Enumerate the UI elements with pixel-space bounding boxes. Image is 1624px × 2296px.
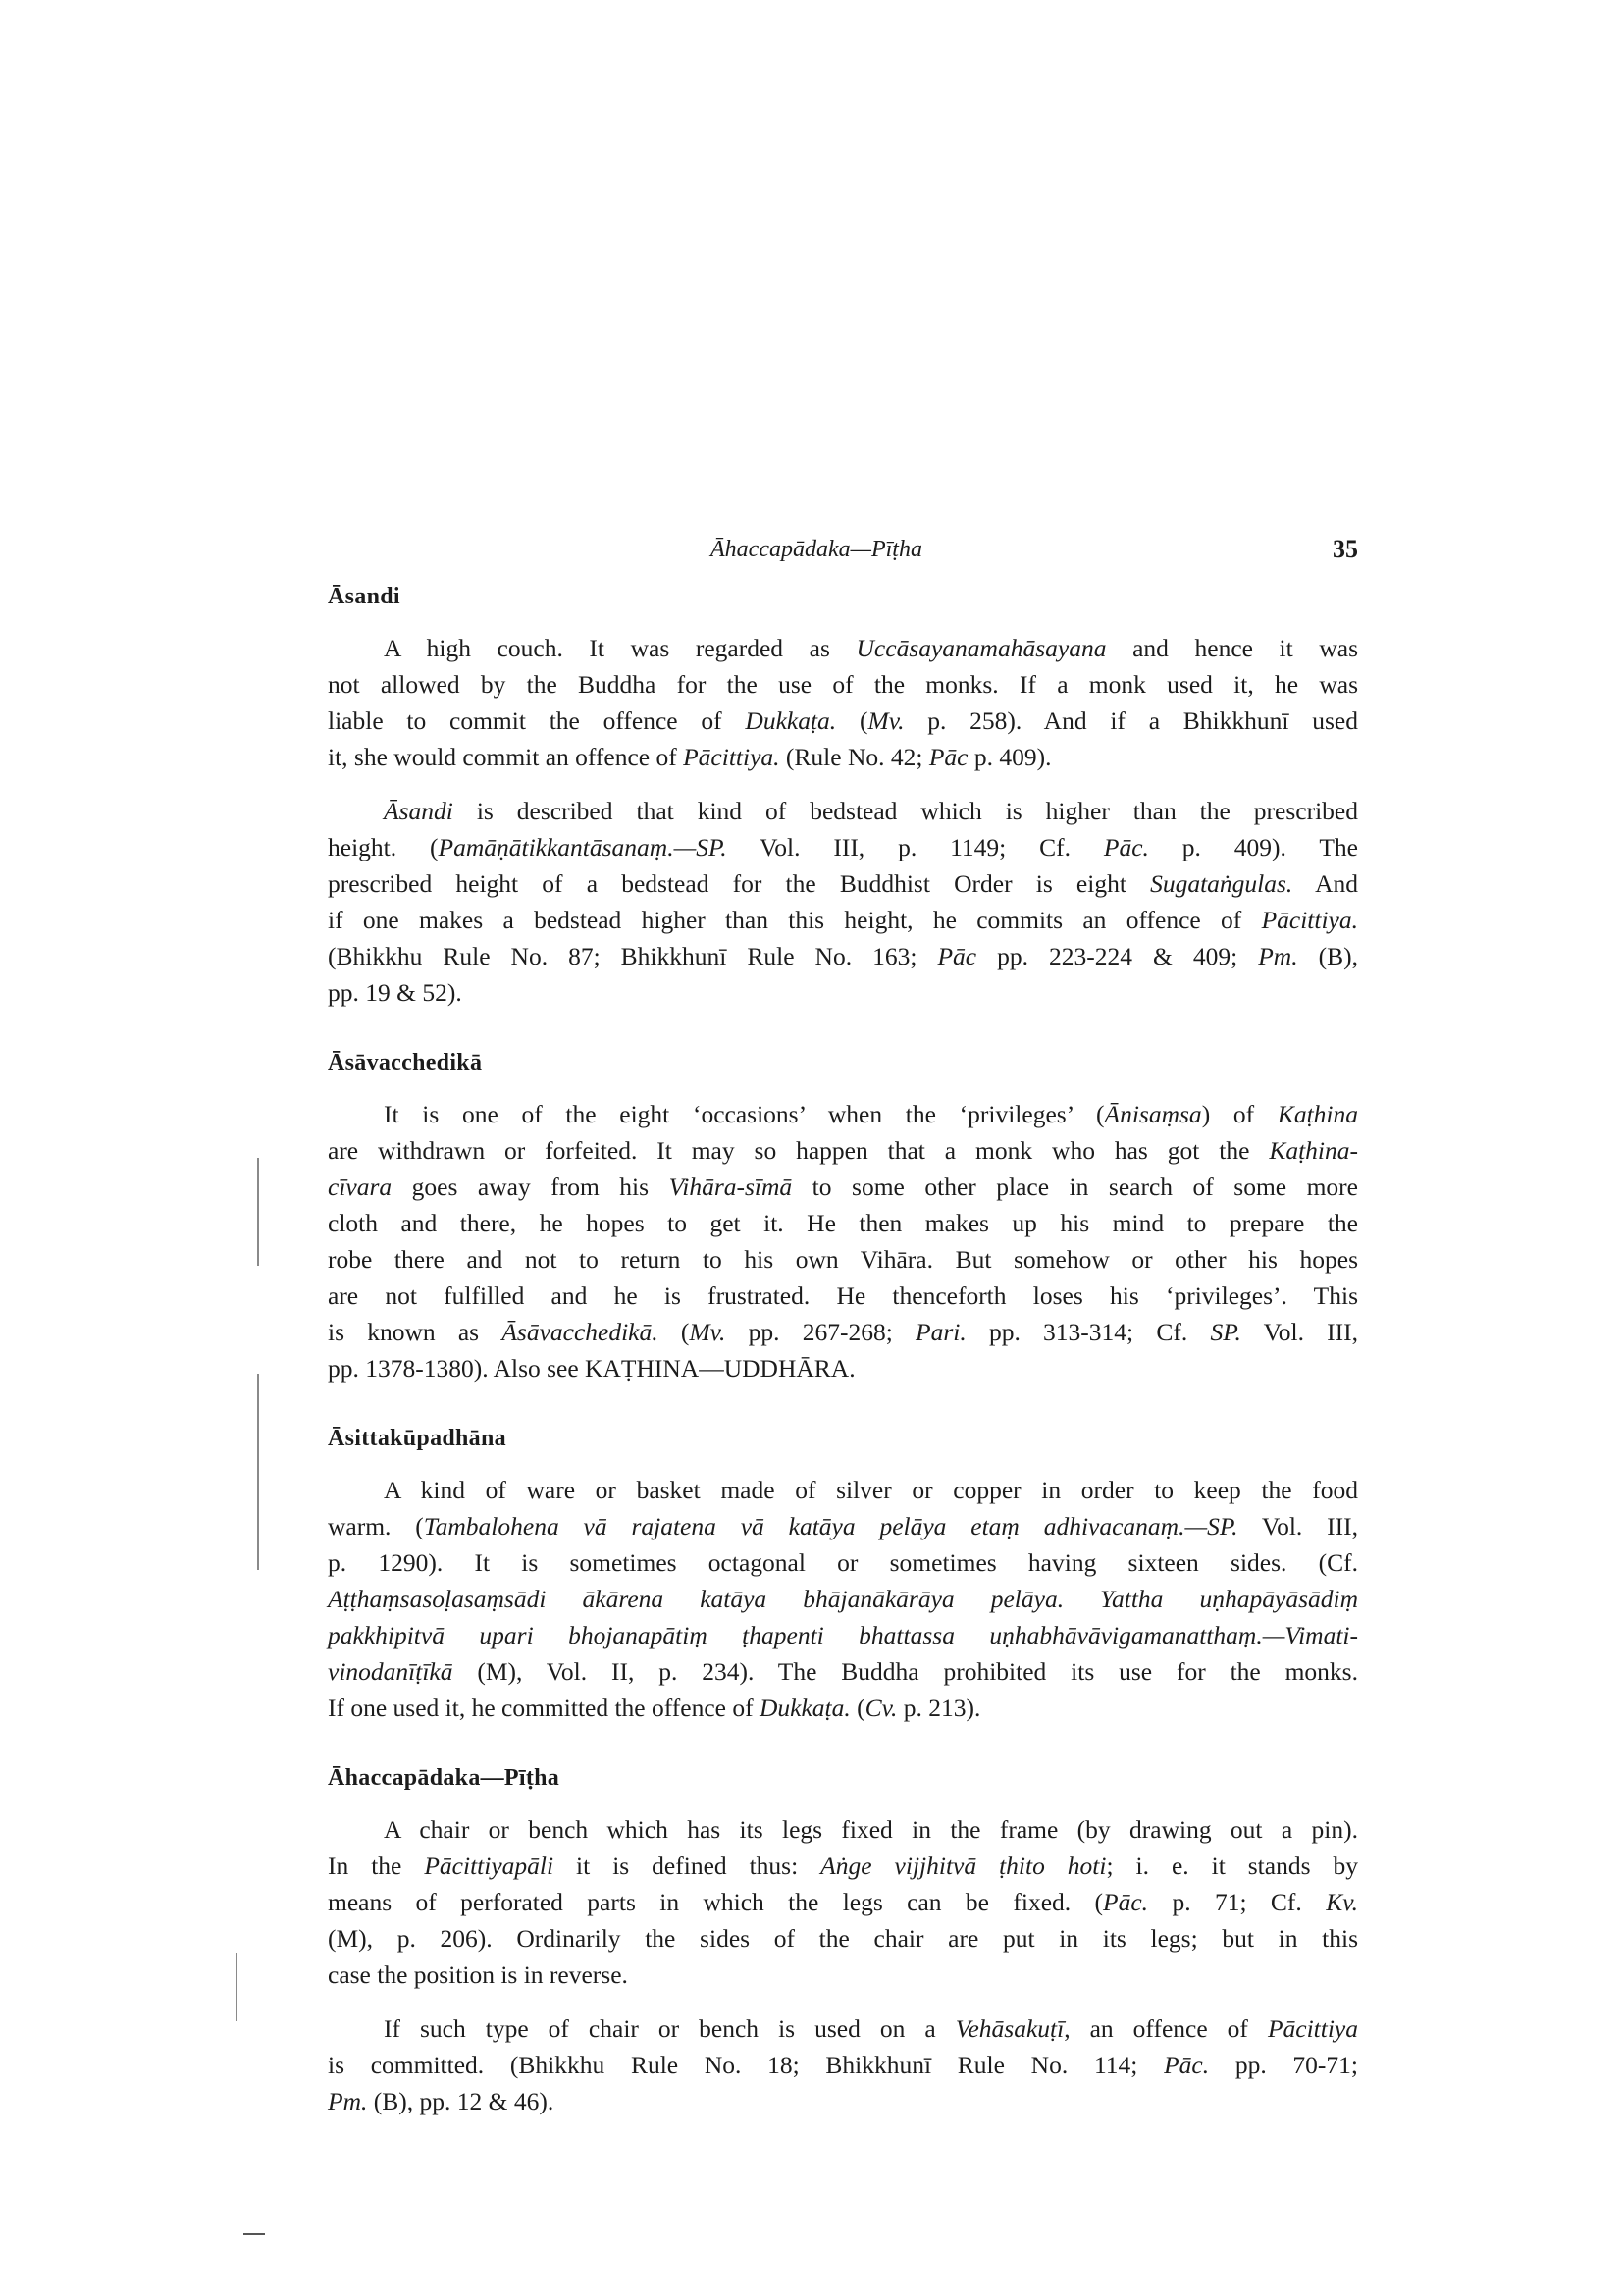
text-line: height. (Pamāṇātikkantāsanaṃ.—SP. Vol. III, p. 1149; Cf. Pāc. p. 409). The [328,833,1358,861]
italic-term: Pācittiyapāli [424,1852,554,1880]
italic-term: Pācittiya. [683,743,780,771]
italic-term: Pāc [928,743,969,771]
text-line [328,1617,1358,1653]
entry-paragraph [328,630,1358,775]
text-line: A kind of ware or basket made of silver or copper in order to keep the food [384,1476,1358,1504]
italic-term: Cv. [864,1694,898,1722]
italic-term: Vehāsakuṭī [955,2014,1065,2043]
text-line: In the Pācittiyapāli it is defined thus: Aṅge vijjhitvā ṭhito hoti; i. e. it stands by [328,1852,1358,1880]
text-line: robe there and not to return to his own Vihāra. But somehow or other his hopes [328,1245,1358,1274]
text-line: If such type of chair or bench is used on a Vehāsakuṭī, an offence of Pācittiya [384,2014,1358,2043]
italic-term: vinodanīṭīkā [328,1657,453,1686]
italic-term: Ānisaṃsa [1104,1100,1202,1128]
text-line: p. 1290). It is sometimes octagonal or sometimes having sixteen sides. (Cf. [328,1548,1358,1577]
entry-headword: Āsāvacchedikā [328,1050,483,1075]
text-line: are withdrawn or forfeited. It may so happen that a monk who has got the Kaṭhina- [328,1136,1358,1165]
italic-term: Pāc [937,942,977,970]
dictionary-entry [328,1426,1358,1726]
entry-paragraph [328,1472,1358,1726]
text-line: pp. 19 & 52). [328,978,462,1007]
entry-headword: Āsittakūpadhāna [328,1426,506,1451]
text-line: means of perforated parts in which the legs can be fixed. (Pāc. p. 71; Cf. Kv. [328,1888,1358,1916]
dictionary-entry [328,1765,1358,2119]
text-line [328,1581,1358,1617]
text-line: case the position is in reverse. [328,1960,628,1989]
text-line: not allowed by the Buddha for the use of the monks. If a monk used it, he was [328,670,1358,699]
italic-term: Pari. [916,1318,967,1346]
text-line: (Bhikkhu Rule No. 87; Bhikkhunī Rule No. 163; Pāc pp. 223-224 & 409; Pm. (B), [328,942,1358,970]
text-line: vinodanīṭīkā (M), Vol. II, p. 234). The Buddha prohibited its use for the monks. [328,1657,1358,1686]
italic-term: Pāc. [1103,1888,1149,1916]
text-line: (M), p. 206). Ordinarily the sides of the chair are put in its legs; but in this [328,1924,1358,1953]
italic-term: Pm. [1258,942,1298,970]
text-line: cloth and there, he hopes to get it. He then makes up his mind to prepare the [328,1209,1358,1237]
italic-term: Dukkaṭa. [745,706,837,735]
italic-term: Pamāṇātikkantāsanaṃ.—SP. [438,833,727,861]
text-line: A high couch. It was regarded as Uccāsayanamahāsayana and hence it was [384,634,1358,662]
margin-mark [257,1374,259,1570]
italic-term: Vihāra-sīmā [668,1173,793,1201]
dictionary-entry [328,584,1358,1011]
page-body [328,535,1358,2159]
text-line: are not fulfilled and he is frustrated. He thenceforth loses his ‘privileges’. This [328,1281,1358,1310]
italic-term: Mv. [689,1318,726,1346]
italic-term: SP. [1210,1318,1241,1346]
text-line: If one used it, he committed the offence of Dukkaṭa. (Cv. p. 213). [328,1694,981,1722]
text-line: Pm. (B), pp. 12 & 46). [328,2087,554,2115]
italic-term: Kaṭhina [1277,1100,1358,1128]
italic-term: Āsandi [384,797,453,825]
italic-term: Pm. [328,2087,368,2115]
entry-paragraph [328,793,1358,1011]
margin-mark [257,1158,259,1266]
italic-term: Tambalohena vā rajatena vā katāya pelāya etaṃ adhivacanaṃ.—SP. [423,1512,1238,1540]
italic-term: Āsāvacchedikā. [501,1318,658,1346]
text-line: cīvara goes away from his Vihāra-sīmā to some other place in search of some more [328,1173,1358,1201]
running-header [328,535,1358,578]
text-line: is known as Āsāvacchedikā. (Mv. pp. 267-268; Pari. pp. 313-314; Cf. SP. Vol. III, [328,1318,1359,1346]
text-line: warm. (Tambalohena vā rajatena vā katāya pelāya etaṃ adhivacanaṃ.—SP. Vol. III, [328,1512,1358,1540]
entries-list [328,584,1358,2119]
entry-paragraph [328,1096,1358,1386]
entry-headword: Āsandi [328,584,400,609]
text-line: Āsandi is described that kind of bedstead which is higher than the prescribed [384,797,1358,825]
italic-term: Mv. [867,706,905,735]
italic-term: Aṅge vijjhitvā ṭhito hoti [820,1852,1107,1880]
italic-term: Pāc. [1103,833,1149,861]
text-line: if one makes a bedstead higher than this height, he commits an offence of Pācittiya. [328,906,1358,934]
italic-term: Pācittiya [1267,2014,1358,2043]
footer-mark [243,2233,265,2235]
entry-paragraph [328,2010,1358,2119]
italic-term: Dukkaṭa. [759,1694,851,1722]
dictionary-entry [328,1050,1358,1386]
entry-paragraph [328,1811,1358,1993]
italic-term: Uccāsayanamahāsayana [856,634,1107,662]
italic-term: Kaṭhina- [1269,1136,1358,1165]
italic-term: Sugataṅgulas. [1150,869,1293,898]
text-line: It is one of the eight ‘occasions’ when the ‘privileges’ (Ānisaṃsa) of Kaṭhina [384,1100,1358,1128]
page-number: 35 [1333,535,1358,563]
running-title: Āhaccapādaka—Pīṭha [710,537,922,562]
italic-term: pakkhipitvā upari bhojanapātiṃ ṭhapenti bhattassa uṇhabhāvāvigamanatthaṃ.—Vimati- [328,1621,1358,1649]
text-line: pp. 1378-1380). Also see KAṬHINA—UDDHĀRA. [328,1354,856,1383]
italic-term: Pācittiya. [1261,906,1358,934]
italic-term: Kv. [1326,1888,1358,1916]
text-line: prescribed height of a bedstead for the Buddhist Order is eight Sugataṅgulas. And [328,869,1358,898]
entry-headword: Āhaccapādaka—Pīṭha [328,1765,560,1791]
text-line: A chair or bench which has its legs fixed in the frame (by drawing out a pin). [384,1815,1358,1844]
margin-mark [236,1953,237,2021]
text-line: it, she would commit an offence of Pācittiya. (Rule No. 42; Pāc p. 409). [328,743,1052,771]
text-line: liable to commit the offence of Dukkaṭa. (Mv. p. 258). And if a Bhikkhunī used [328,706,1358,735]
italic-term: cīvara [328,1173,393,1201]
italic-term: Aṭṭhaṃsasoḷasaṃsādi ākārena katāya bhājanākārāya pelāya. Yattha uṇhapāyāsādiṃ [328,1585,1358,1613]
text-line: is committed. (Bhikkhu Rule No. 18; Bhikkhunī Rule No. 114; Pāc. pp. 70-71; [328,2051,1358,2079]
italic-term: Pāc. [1164,2051,1210,2079]
